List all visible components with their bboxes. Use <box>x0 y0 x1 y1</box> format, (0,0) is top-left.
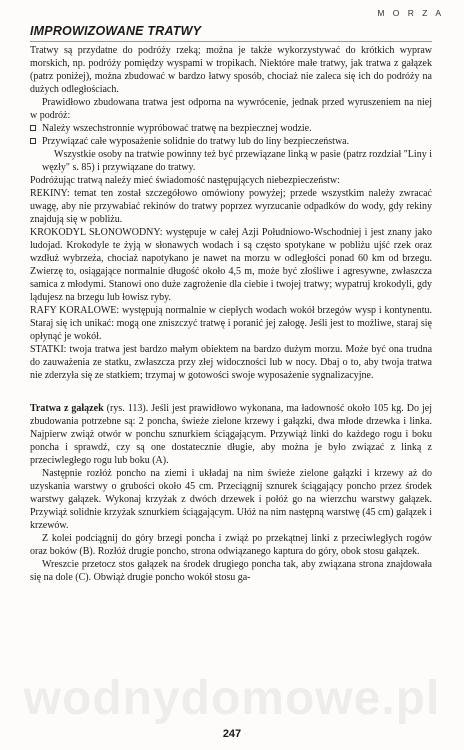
danger-text: twoja tratwa jest bardzo małym obiektem na bardzo dużym morzu. Może być ona trudna do zauważenia ze statku, zwłaszcza przy złej widoczności lub w nocy. Dbaj o to, aby twoja tratwa nie zderzyła się ze statkiem; trzymaj w gotowości swoje wyposażenie sygnalizacyjne. <box>30 344 433 381</box>
dangers-intro: Podróżując tratwą należy mieć świadomość następujących niebezpieczeństw: <box>30 175 340 186</box>
danger-text: występuje w całej Azji Południowo-Wschodniej i jest znany jako ludojad. Krokodyle te żyją w słonawych wodach i są często spotykane w pobliżu ujść rzek oraz wzdłuż wybrzeża, chociaż napotykano je nawet na morzu w odległości ponad 60 km od brzegu. Zwierzę to, osiągające normalnie długość około 4,5 m, może być złośliwe i agresywne, zwłaszcza samica z młodymi. Stanowi ono duże zagrożenie dla ciebie i twojej tratwy; wypatruj krokodyli, gdy lądujesz na brzegu lub łowisz ryby. <box>30 227 433 303</box>
checklist-text: Przywiązać całe wyposażenie solidnie do tratwy lub do liny bezpieczeństwa. <box>42 136 350 147</box>
checklist-item <box>30 135 432 148</box>
danger-label: RAFY KORALOWE: <box>30 305 120 316</box>
raft-step-paragraph: Z kolei podciągnij do góry brzegi poncha i zwiąż po przekątnej linki z przeciwległych rogów oraz boków (B). Rozłóż drugie poncho, strona odwiązanego kaptura do góry, obok stosu gałązek. <box>30 533 432 557</box>
safety-note: Wszystkie osoby na tratwie powinny też być przewiązane linką w pasie (patrz rozdział "Liny i węzły" s. 85) i przywiązane do tratwy. <box>42 149 432 173</box>
section-title: IMPROWIZOWANE TRATWY <box>30 24 202 38</box>
page-content <box>30 44 432 584</box>
raft-step-paragraph: Następnie rozłóż poncho na ziemi i układaj na nim świeże zielone gałązki i krzewy aż do uzyskania warstwy o grubości około 45 cm. Przeciągnij sznurek ściągający poncho przez środek warstwy gałązek. Wykonaj krzyżak z dwóch drzewek i połóż go na wierzchu warstwy gałązek. Przywiąż solidnie krzyżak sznurkiem ściągającym. Ułóż na nim następną warstwę (45 cm) gałązek i krzewów. <box>30 468 432 531</box>
raft-step-paragraph: Wreszcie przetocz stos gałązek na środek drugiego poncha tak, aby związana strona znajdowała się na dole (C). Obwiąż drugie poncho wokół stosu ga- <box>30 559 432 583</box>
raft-intro-text: (rys. 113). Jeśli jest prawidłowo wykonana, ma ładowność około 105 kg. Do jej zbudowania potrzebne są: 2 poncha, świeże zielone krzewy i gałązki, dwa młode drzewka i linka. Najpierw zwiąż otwór w ponchu sznurkiem ściągającym. Przywiąż linki do każdego rogu i boku poncha i sprawdź, czy są one dostatecznie długie, aby można je było związać z linką z przeciwległego rogu lub boku (A). <box>30 403 433 466</box>
danger-label: REKINY: <box>30 188 70 199</box>
raft-intro-paragraph <box>30 402 432 467</box>
stability-paragraph: Prawidłowo zbudowana tratwa jest odporna na wywrócenie, jednak przed wyruszeniem na niej w podróż: <box>30 97 432 121</box>
checkbox-icon <box>30 138 36 144</box>
running-header: M O R Z A <box>377 8 444 18</box>
danger-text: temat ten został szczegółowo omówiony powyżej; przede wszystkim należy zwracać uwagę, aby nie przywabiać rekinów do tratwy poprzez wyrzucanie odpadków do wody, gdy rekiny znajdują się w pobliżu. <box>30 188 432 225</box>
intro-paragraph: Tratwy są przydatne do podróży rzeką; można je także wykorzystywać do krótkich wypraw morskich, np. podróży pomiędzy wyspami w tropikach. Niektóre małe tratwy, jak tratwa z gałązek (patrz poniżej), można zbudować w bardzo łatwy sposób, chociaż nie zaleca się ich do podróży na dużych odległościach. <box>30 45 432 95</box>
title-divider <box>30 41 432 42</box>
danger-item <box>30 343 432 382</box>
danger-text: występują normalnie w ciepłych wodach wokół brzegów wysp i kontynentu. Staraj się ich unikać: mogą one zniszczyć tratwę i poranić jej załogę. Jeśli jest to możliwe, staraj się opłynąć je wokół. <box>30 305 432 342</box>
danger-label: STATKI: <box>30 344 67 355</box>
checklist-item <box>30 122 432 135</box>
raft-subheading: Tratwa z gałązek <box>30 403 104 414</box>
section-spacer <box>30 382 432 402</box>
danger-item <box>30 226 432 304</box>
checklist-text: Należy wszechstronnie wypróbować tratwę na bezpiecznej wodzie. <box>42 123 312 134</box>
danger-item <box>30 304 432 343</box>
danger-label: KROKODYL SŁONOWODNY: <box>30 227 163 238</box>
checkbox-icon <box>30 125 36 131</box>
page-number: 247 <box>222 728 242 740</box>
watermark: wodnydomowe.pl <box>23 672 441 725</box>
danger-item <box>30 187 432 226</box>
